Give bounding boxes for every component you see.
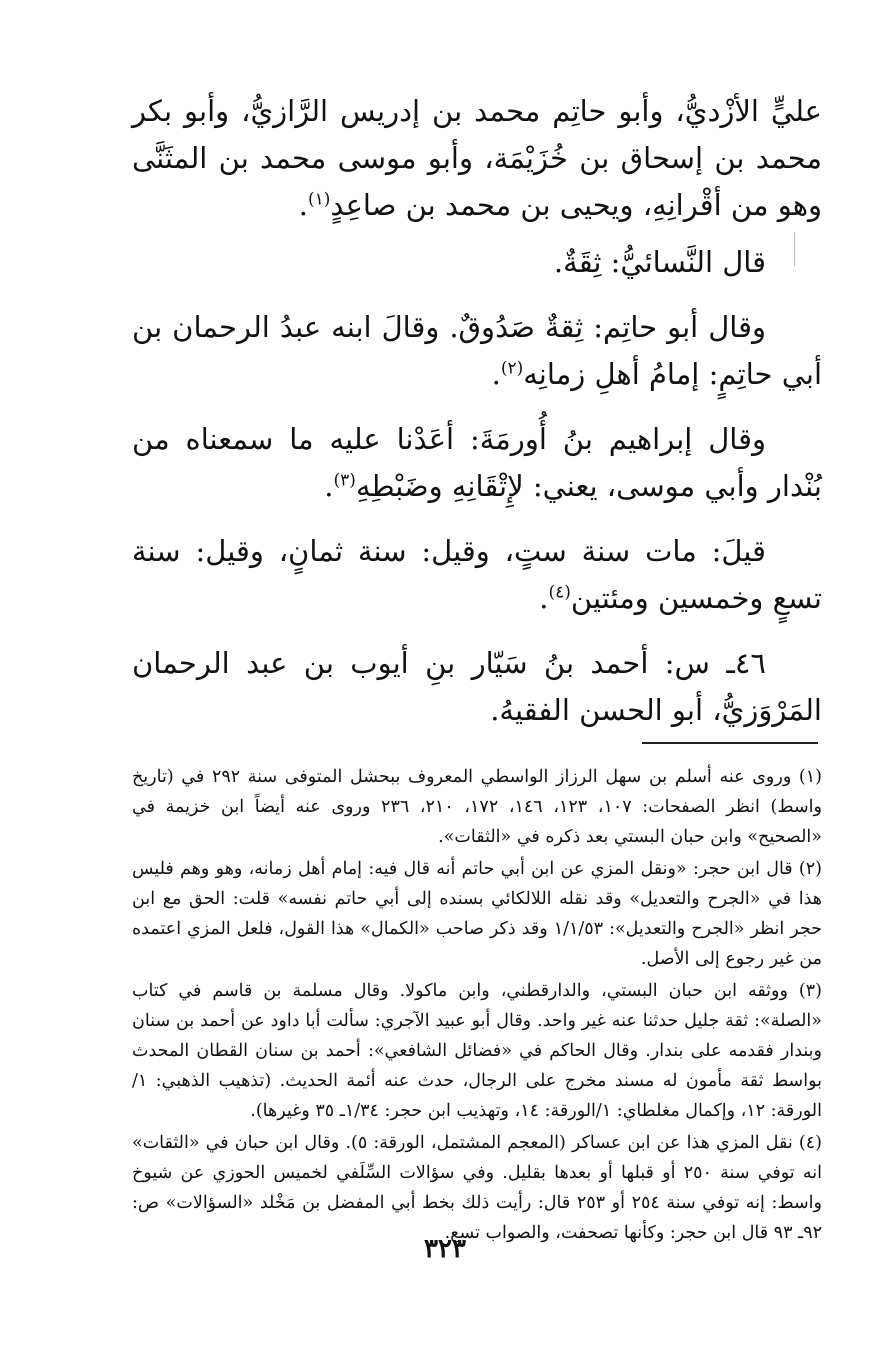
paragraph-end: . [539,581,549,615]
paragraph-narrators [132,88,822,229]
paragraph-abu-hatim [132,304,822,398]
footnote-ref-3[interactable]: (٣) [333,470,356,491]
paragraph-death [132,528,822,622]
paragraph-ibrahim [132,416,822,510]
footnote-4: (٤) نقل المزي هذا عن ابن عساكر (المعجم المشتمل، الورقة: ٥). وقال ابن حبان في «الثقات» انه توفي سنة ٢٥٠ أو قبلها أو بعدها بقليل. وفي سؤالات السِّلَفي لخميس الحوزي عن شيوخ واسط: إنه توفي سنة ٢٥٤ أو ٢٥٣ قال: رأيت ذلك بخط أبي المفضل بن مَخْلد «السؤالات» ص: ٩٢ـ ٩٣ قال ابن حجر: وكأنها تصحفت، والصواب تسع. [132,1133,822,1243]
footnote-ref-4[interactable]: (٤) [548,582,571,603]
entry-heading-46: ٤٦ـ س: أحمد بنُ سَيّار بنِ أيوب بن عبد الرحمان المَرْوَزيُّ، أبو الحسن الفقيهُ. [132,646,822,727]
page-number: ٣٢٣ [424,1234,466,1264]
footnote-3: (٣) ووثقه ابن حبان البستي، والدارقطني، وابن ماكولا. وقال مسلمة بن قاسم في كتاب «الصلة»: ثقة جليل حدثنا عنه غير واحد. وقال أبو عبيد الآجري: سألت أبا داود عن أحمد بن سنان وبندار فقدمه على بندار. وقال الحاكم في «فضائل الشافعي»: أحمد بن سنان القطان المحدث بواسط ثقة مأمون له مسند مخرج على الرجال، حدث عنه أئمة الحديث. (تذهيب الذهبي: ١/الورقة: ١٢، وإكمال مغلطاي: ١/الورقة: ١٤، وتهذيب ابن حجر: ١/٣٤ـ ٣٥ وغيرها). [132,981,822,1121]
paragraph-end: . [491,357,501,391]
paragraph-end: . [298,188,308,222]
footnote-separator [642,742,818,744]
paragraph-text: عليٍّ الأزْديُّ، وأبو حاتِم محمد بن إدريس الرَّازيُّ، وأبو بكر محمد بن إسحاق بن خُزَيْمَة، وأبو موسى محمد بن المثَنَّى وهو من أقْرانِهِ، ويحيى بن محمد بن صاعِدٍ [132,94,822,222]
paragraph-end: . [324,469,334,503]
footnote-ref-2[interactable]: (٢) [500,358,524,379]
footnotes [132,762,822,1250]
paragraph-nasai: قال النَّسائيُّ: ثِقَةٌ. [553,245,766,279]
paragraph-text: وقال أبو حاتِم: ثِقةٌ صَدُوقٌ. وقالَ ابنه عبدُ الرحمان بن أبي حاتِمٍ: إمامُ أهلِ زمانِه [132,310,822,391]
paragraph-text: وقال إبراهيم بنُ أُورمَةَ: أعَدْنا عليه ما سمعناه من بُنْدار وأبي موسى، يعني: لإِتْقَانِهِ وضَبْطِهِ [132,422,822,503]
footnote-ref-1[interactable]: (١) [307,189,331,210]
footnote-1: (١) وروى عنه أسلم بن سهل الرزاز الواسطي المعروف ببحشل المتوفى سنة ٢٩٢ في (تاريخ واسط) انظر الصفحات: ١٠٧، ١٢٣، ١٤٦، ١٧٢، ٢١٠، ٢٣٦ وروى عنه أيضاً ابن خزيمة في «الصحيح» وابن حبان البستي بعد ذكره في «الثقات». [132,767,822,847]
footnote-2: (٢) قال ابن حجر: «ونقل المزي عن ابن أبي حاتم أنه قال فيه: إمام أهل زمانه، وهو وهم فليس هذا في «الجرح والتعديل» وقد نقله اللالكائي بسنده إلى أبي حاتم نفسه» قلت: الحق مع ابن حجر انظر «الجرح والتعديل»: ١/١/٥٣ وقد ذكر صاحب «الكمال» هذا القول، فلعل المزي اعتمده من غير رجوع إلى الأصل. [132,859,823,969]
paragraph-text: قيلَ: مات سنة ستٍ، وقيل: سنة ثمانٍ، وقيل: سنة تسعٍ وخمسين ومئتين [132,534,822,615]
main-text [132,88,822,752]
